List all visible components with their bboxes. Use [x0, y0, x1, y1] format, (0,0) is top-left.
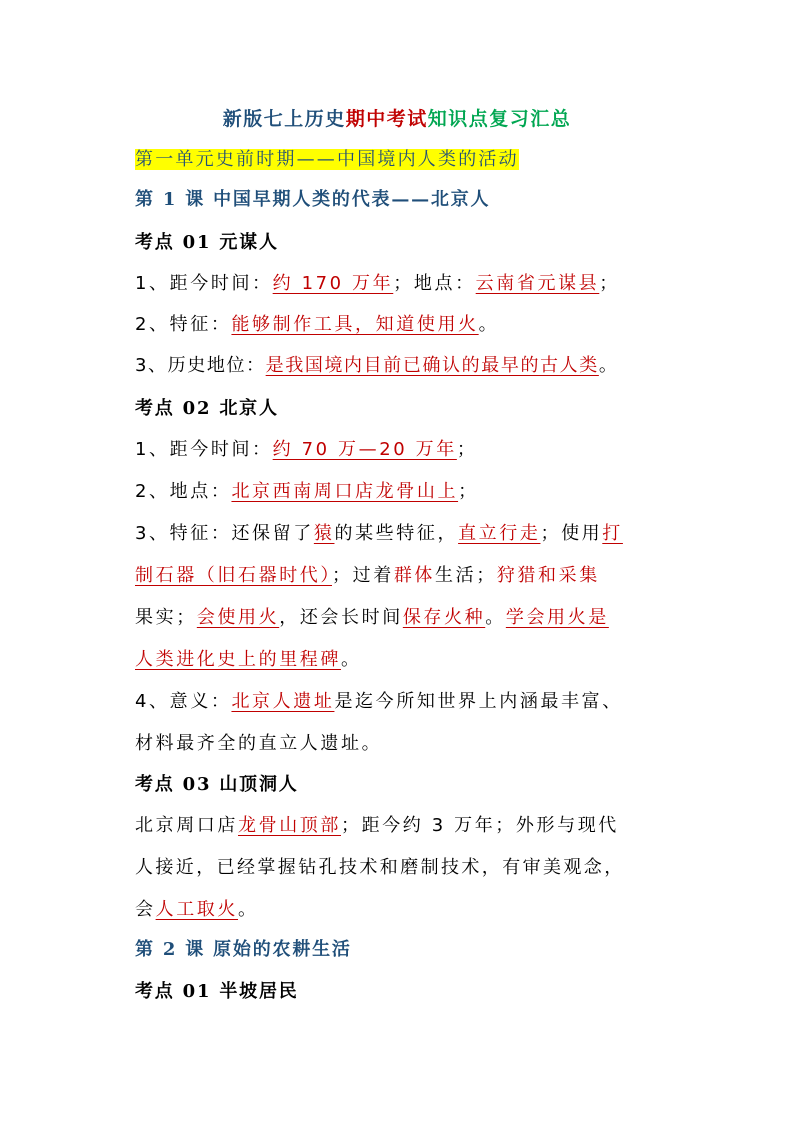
answer: 人工取火	[155, 899, 239, 920]
answer: 云南省元谋县	[475, 273, 600, 294]
answer: 打	[602, 523, 623, 544]
document-title	[0, 104, 794, 131]
answer: 会使用火	[196, 607, 280, 628]
beijing-line-8: 材料最齐全的直立人遗址。	[135, 733, 383, 754]
beijing-line-6	[135, 646, 362, 674]
beijing-line-1	[135, 436, 477, 464]
text: 。	[598, 355, 619, 376]
beijing-line-2	[135, 478, 479, 506]
text: 果实；	[135, 607, 197, 628]
text: 4、意义：	[135, 691, 232, 712]
unit-heading	[135, 146, 519, 174]
answer: 猿	[313, 523, 335, 544]
answer: 能够制作工具，知道使用火	[231, 314, 479, 335]
text: 2、特征：	[135, 314, 232, 335]
text: ；	[456, 439, 478, 460]
text: 的某些特征，	[334, 523, 459, 544]
yuanmou-line-2	[135, 311, 499, 339]
text: ；	[599, 273, 620, 294]
text: 1、距今时间：	[135, 273, 273, 294]
text: 会	[135, 899, 156, 920]
text: 。	[238, 899, 259, 920]
kaodian-shandingdong-heading: 考点 03 山顶洞人	[135, 774, 299, 795]
unit-heading-text: 第一单元史前时期——中国境内人类的活动	[135, 149, 519, 170]
text: 生活；	[435, 565, 497, 586]
shandingdong-line-2: 人接近，已经掌握钻孔技术和磨制技术，有审美观念，	[135, 857, 625, 878]
title-part-2: 期中考试	[345, 108, 428, 130]
text: 1、距今时间：	[135, 439, 273, 460]
shandingdong-line-1	[135, 812, 619, 840]
yuanmou-line-1	[135, 270, 620, 298]
yuanmou-line-3	[135, 352, 618, 380]
answer: 直立行走	[458, 523, 541, 544]
text: ，还会长时间	[279, 607, 403, 628]
text: 北京周口店	[135, 815, 238, 836]
answer: 狩猎和采集	[496, 565, 600, 586]
lesson-1-heading: 第 1 课 中国早期人类的代表——北京人	[135, 189, 491, 210]
text: ；地点：	[393, 273, 476, 294]
answer: 约 170 万年	[272, 273, 394, 294]
shandingdong-line-3	[135, 896, 259, 924]
text: ；使用	[540, 523, 603, 544]
title-part-3: 知识点复习汇总	[427, 108, 572, 130]
answer: 学会用火是	[505, 607, 609, 628]
answer: 人类进化史上的里程碑	[135, 649, 341, 670]
text: 。	[478, 314, 500, 335]
answer: 龙骨山顶部	[238, 815, 341, 836]
answer: 是我国境内目前已确认的最早的古人类	[265, 355, 599, 376]
kaodian-beijing-heading: 考点 02 北京人	[135, 398, 279, 419]
beijing-line-4	[135, 562, 600, 590]
text: 。	[485, 607, 506, 628]
answer: 约 70 万—20 万年	[272, 439, 457, 460]
text: ；过着	[332, 565, 394, 586]
text: 是迄今所知世界上内涵最丰富、	[334, 691, 623, 712]
text: ；距今约 3 万年；外形与现代	[341, 815, 619, 836]
beijing-line-7	[135, 688, 623, 716]
kaodian-banpo-heading: 考点 01 半坡居民	[135, 981, 299, 1002]
title-part-1: 新版七上历史	[222, 108, 346, 130]
answer: 制石器（旧石器时代）	[135, 565, 332, 586]
answer: 北京西南周口店龙骨山上	[231, 481, 459, 502]
text: 。	[341, 649, 362, 670]
kaodian-yuanmou-heading: 考点 01 元谋人	[135, 232, 279, 253]
text: 3、历史地位：	[135, 355, 266, 376]
beijing-line-5	[135, 604, 609, 632]
text: 2、地点：	[135, 481, 232, 502]
answer: 保存火种	[402, 607, 486, 628]
answer: 北京人遗址	[231, 691, 335, 712]
text: 3、特征：还保留了	[135, 523, 314, 544]
beijing-line-3	[135, 520, 623, 548]
answer: 群体	[393, 565, 436, 586]
lesson-2-heading: 第 2 课 原始的农耕生活	[135, 939, 352, 960]
text: ；	[458, 481, 479, 502]
